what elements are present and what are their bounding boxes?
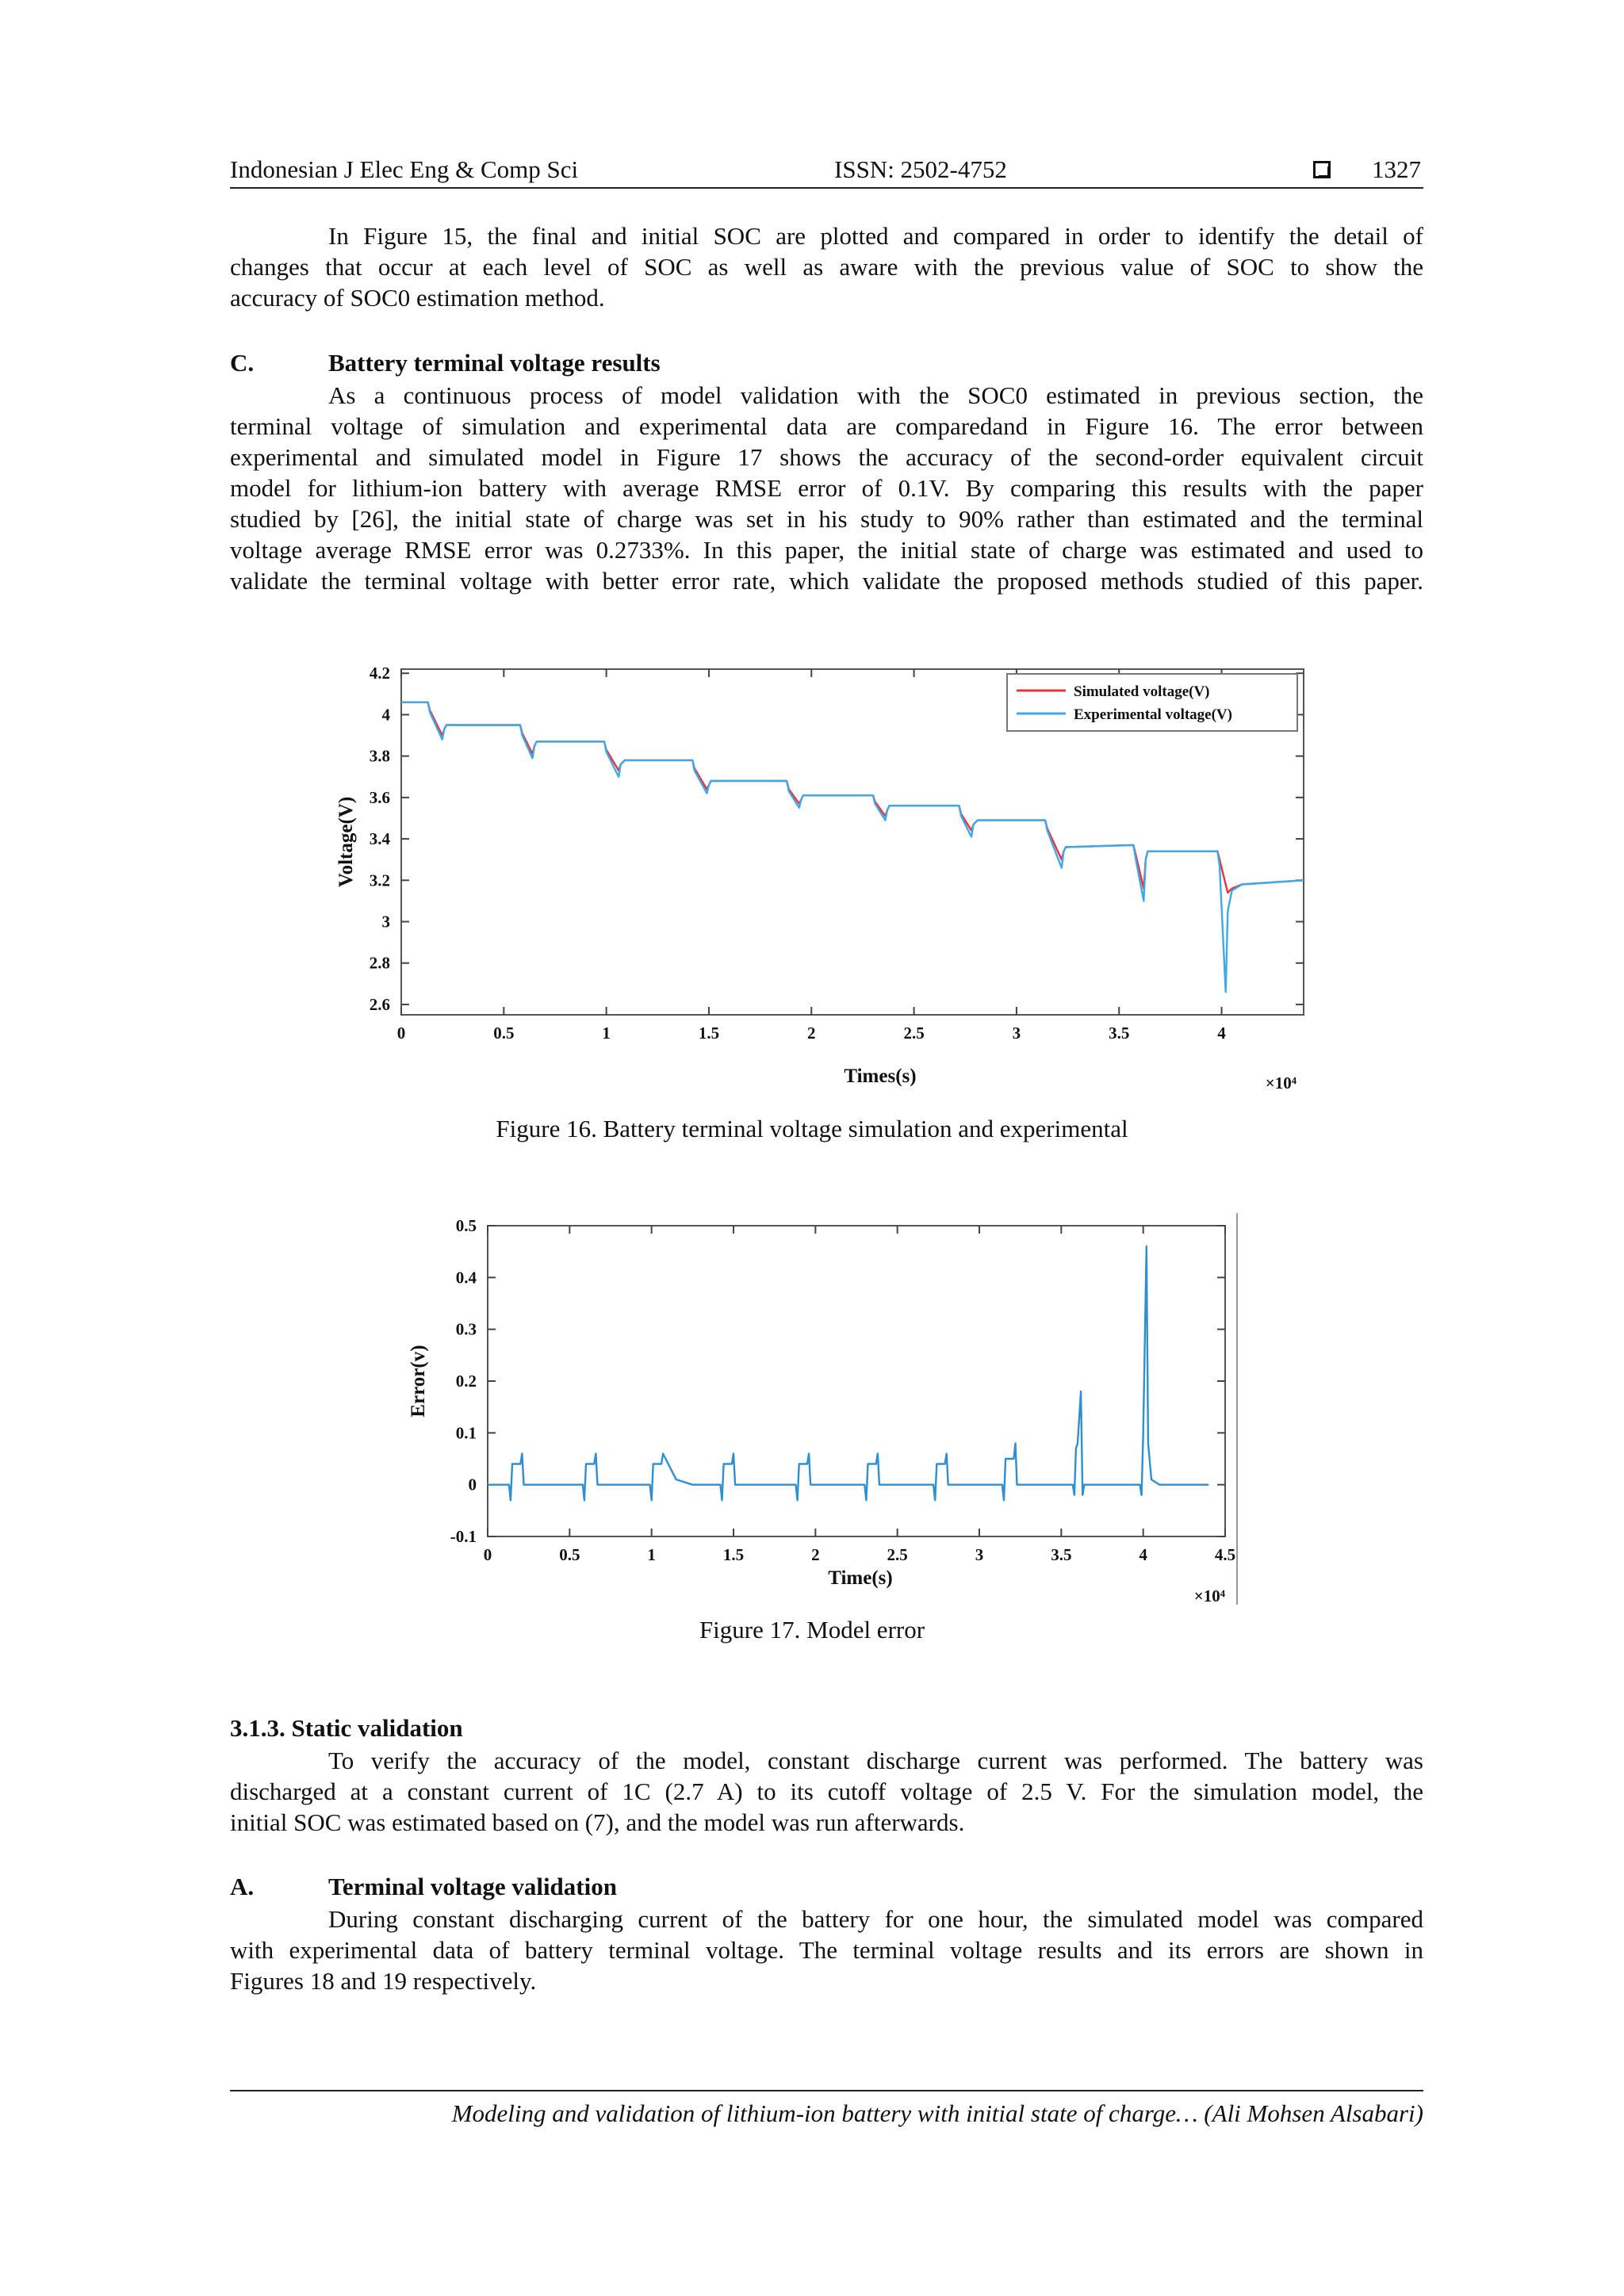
section-label: A. [230,1873,255,1900]
y-tick-label: 3 [381,912,390,932]
y-tick-label: -0.1 [450,1527,477,1546]
text-line: voltage average RMSE error was 0.2733%. In this paper, the initial state of charge was estimated and used to [230,536,1423,564]
text-line: As a continuous process of model validation with the SOC0 estimated in previous section, the [328,381,1423,409]
footer-rule [230,2090,1423,2091]
y-tick-label: 2.8 [369,953,390,973]
y-tick-label: 0.2 [455,1372,477,1391]
x-tick-label: 3 [1012,1024,1021,1043]
running-header-issn: ISSN: 2502-4752 [834,155,1007,183]
text-line: discharged at a constant current of 1C (2.7 A) to its cutoff voltage of 2.5 V. For the simulation model, the [230,1777,1423,1805]
running-footer: Modeling and validation of lithium-ion battery with initial state of charge… (Ali Mohsen Alsabari) [451,2099,1423,2127]
text-line: experimental and simulated model in Figure 17 shows the accuracy of the second-order equivalent circuit [230,443,1423,471]
y-tick-label: 4.2 [369,664,390,683]
x-tick-label: 2.5 [887,1545,908,1564]
text-line: initial SOC was estimated based on (7), and the model was run afterwards. [230,1808,965,1836]
section-title: Battery terminal voltage results [328,349,661,377]
x-tick-label: 3.5 [1051,1545,1072,1564]
x-multiplier: ×10⁴ [1265,1073,1297,1093]
plot-frame [488,1226,1225,1536]
y-tick-label: 3.6 [369,787,390,807]
x-tick-label: 2 [811,1545,820,1564]
x-tick-label: 4.5 [1214,1545,1236,1564]
text-line: changes that occur at each level of SOC as well as aware with the previous value of SOC to show the [230,253,1423,281]
series-line-error [488,1246,1208,1500]
x-tick-label: 1 [602,1024,611,1043]
text-line: Figures 18 and 19 respectively. [230,1967,537,1995]
paragraph-section-a [230,1904,1423,1996]
text-line: To verify the accuracy of the model, constant discharge current was performed. The battery was [328,1747,1423,1774]
section-title: Terminal voltage validation [328,1873,617,1900]
x-tick-label: 4 [1217,1024,1226,1043]
paragraph-section-3-1-3 [230,1745,1423,1838]
x-multiplier: ×10⁴ [1193,1586,1225,1605]
section-label: C. [230,349,255,377]
running-header-journal: Indonesian J Elec Eng & Comp Sci [230,155,579,183]
header-rule [230,187,1423,189]
text-line: accuracy of SOC0 estimation method. [230,284,605,312]
section-heading-a [230,1873,617,1901]
text-line: terminal voltage of simulation and experimental data are comparedand in Figure 16. The error between [230,412,1423,440]
y-axis-label: Error(v) [408,1345,429,1418]
text-line: studied by [26], the initial state of charge was set in his study to 90% rather than estimated and the terminal [230,505,1423,533]
legend-label-experimental: Experimental voltage(V) [1074,706,1232,723]
x-axis-label: Times(s) [844,1066,917,1087]
x-tick-label: 0.5 [559,1545,580,1564]
y-axis-label: Voltage(V) [335,796,357,888]
x-tick-label: 1 [647,1545,656,1564]
text-line: During constant discharging current of the battery for one hour, the simulated model was compared [328,1905,1423,1933]
paragraph-figure15 [230,220,1423,313]
y-tick-label: 0.5 [455,1216,477,1235]
y-tick-label: 3.2 [369,871,390,890]
checkbox-icon [1313,161,1331,178]
figure16-caption: Figure 16. Battery terminal voltage simulation and experimental [496,1115,1128,1142]
y-tick-label: 0.4 [455,1268,477,1288]
y-tick-label: 0 [468,1475,477,1494]
paragraph-section-c [230,380,1423,596]
x-tick-label: 1.5 [698,1024,720,1043]
x-tick-label: 0 [483,1545,492,1564]
legend-label-simulated: Simulated voltage(V) [1074,683,1210,700]
text-line: validate the terminal voltage with better error rate, which validate the proposed methods studied of this paper. [230,567,1423,595]
x-tick-label: 4 [1139,1545,1147,1564]
y-tick-label: 4 [381,705,390,725]
x-tick-label: 3.5 [1109,1024,1130,1043]
y-tick-label: 2.6 [369,994,390,1014]
page-number: 1327 [1372,155,1421,183]
figure17-caption: Figure 17. Model error [699,1616,925,1644]
x-tick-label: 0.5 [493,1024,515,1043]
x-tick-label: 2 [807,1024,816,1043]
figure17-chart [400,1213,1265,1609]
x-axis-label: Time(s) [828,1567,893,1589]
y-tick-label: 3.4 [369,829,390,849]
text-line: In Figure 15, the final and initial SOC are plotted and compared in order to identify the detail of [328,222,1423,250]
y-tick-label: 0.3 [455,1319,477,1339]
section-heading-c [230,349,661,377]
text-line: model for lithium-ion battery with average RMSE error of 0.1V. By comparing this results with the paper [230,474,1423,502]
x-tick-label: 1.5 [722,1545,745,1564]
x-tick-label: 3 [975,1545,984,1564]
text-line: with experimental data of battery terminal voltage. The terminal voltage results and its errors are shown in [230,1936,1423,1964]
series-line-experimental-voltage-v [401,702,1304,993]
figure16-chart [325,658,1332,1102]
section-heading-3-1-3: 3.1.3. Static validation [230,1714,463,1742]
x-tick-label: 0 [396,1024,406,1043]
x-tick-label: 2.5 [903,1024,925,1043]
y-tick-label: 0.1 [455,1423,477,1443]
y-tick-label: 3.8 [369,746,390,766]
